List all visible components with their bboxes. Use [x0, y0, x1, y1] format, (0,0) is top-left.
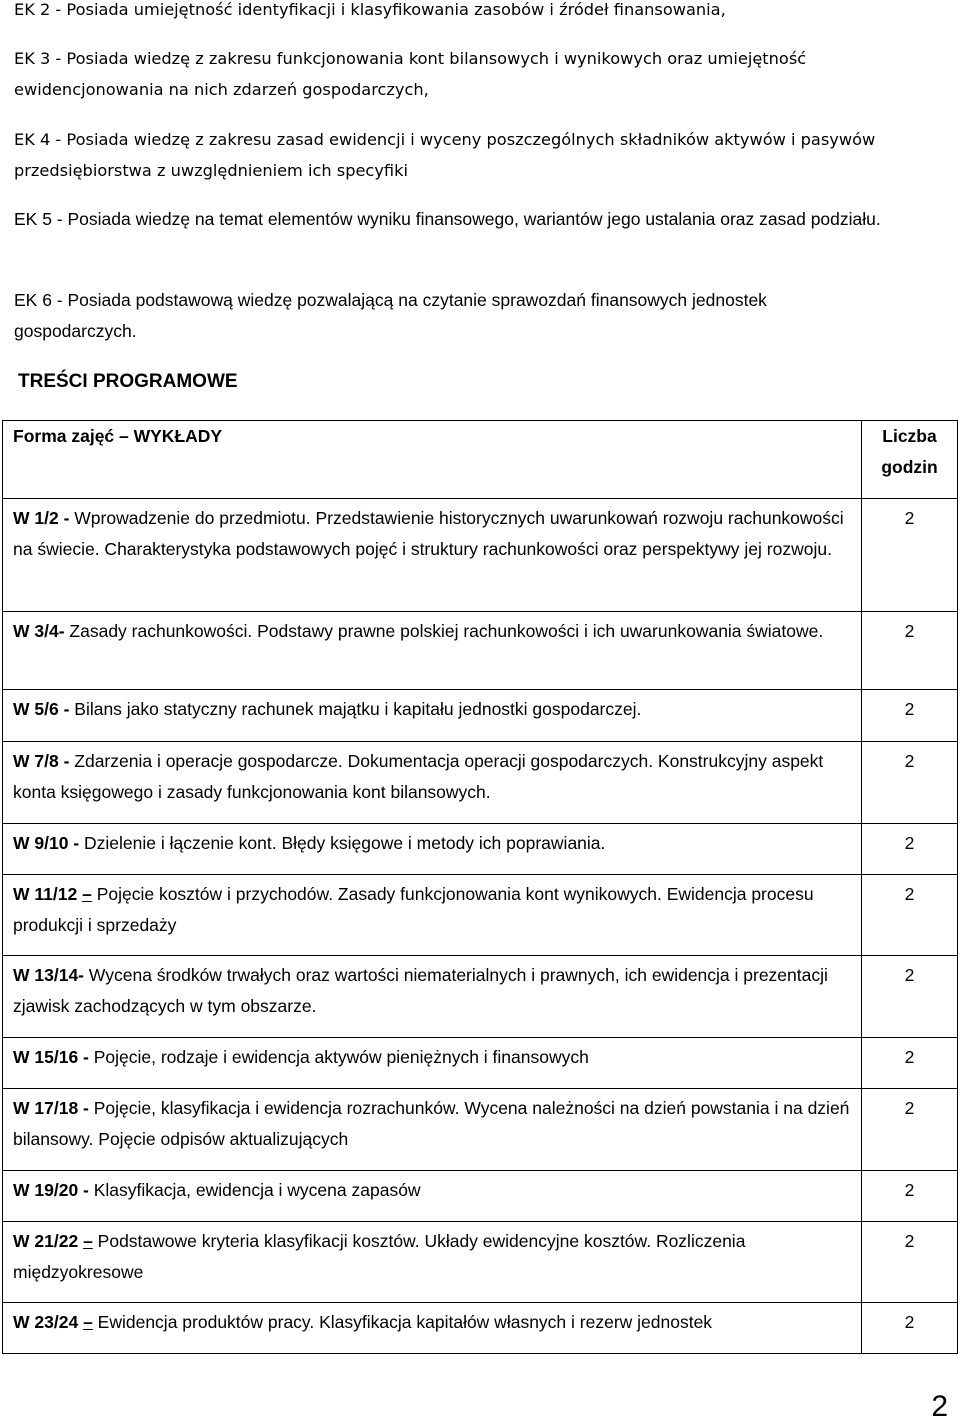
hours-cell: [862, 956, 958, 1038]
form-label: Forma zajęć – WYKŁADY: [13, 426, 223, 446]
hours-value: 2: [904, 833, 915, 853]
table-row: [3, 742, 958, 824]
lecture-code-dash: –: [82, 884, 92, 904]
learning-effect-ek6: EK 6 - Posiada podstawową wiedzę pozwalającą na czytanie sprawozdań finansowych jednostek gospodarczych.: [14, 290, 767, 341]
hours-cell: [862, 1303, 958, 1354]
lecture-topic: Klasyfikacja, ewidencja i wycena zapasów: [88, 1180, 421, 1200]
hours-label: Liczba godzin: [881, 426, 938, 477]
lecture-topic: Pojęcie, klasyfikacja i ewidencja rozrachunków. Wycena należności na dzień powstania i na dzień bilansowy. Pojęcie odpisów aktualizujących: [13, 1098, 850, 1149]
hours-value: 2: [904, 1180, 915, 1200]
learning-effect-ek5: EK 5 - Posiada wiedzę na temat elementów wyniku finansowego, wariantów jego ustalania oraz zasad podziału.: [14, 209, 881, 229]
lecture-topic: Podstawowe kryteria klasyfikacji kosztów. Układy ewidencyjne kosztów. Rozliczenia międzyokresowe: [13, 1231, 746, 1282]
hours-value: 2: [904, 699, 915, 719]
table-row: [3, 956, 958, 1038]
topic-cell: [3, 956, 862, 1038]
hours-value: 2: [904, 1047, 915, 1067]
lecture-code: W 7/8 -: [13, 751, 70, 771]
table-row: [3, 1038, 958, 1089]
lecture-code-dash: –: [83, 1231, 93, 1251]
lecture-code: W 15/16 -: [13, 1047, 89, 1067]
lecture-code-dash: –: [83, 1312, 93, 1332]
table-header-row: [3, 421, 958, 499]
topic-cell: [3, 1222, 862, 1303]
hours-value: 2: [904, 1231, 915, 1251]
lecture-code: W 3/4-: [13, 621, 65, 641]
topic-cell: [3, 742, 862, 824]
lecture-topic: Zasady rachunkowości. Podstawy prawne polskiej rachunkowości i ich uwarunkowania światowe.: [64, 621, 824, 641]
hours-cell: [862, 1038, 958, 1089]
hours-value: 2: [904, 1098, 915, 1118]
table-row: [3, 1303, 958, 1354]
section-title: TREŚCI PROGRAMOWE: [18, 371, 238, 392]
form-header-cell: [3, 421, 862, 499]
lecture-topic: Pojęcie, rodzaje i ewidencja aktywów pieniężnych i finansowych: [88, 1047, 589, 1067]
table-row: [3, 1222, 958, 1303]
table-row: [3, 690, 958, 742]
table-row: [3, 875, 958, 956]
hours-value: 2: [904, 751, 915, 771]
table-row: [3, 499, 958, 612]
lecture-code: W 13/14-: [13, 965, 84, 985]
lecture-code: W 21/22: [13, 1231, 79, 1251]
hours-cell: [862, 1171, 958, 1222]
hours-cell: [862, 824, 958, 875]
learning-effect-ek3: EK 3 - Posiada wiedzę z zakresu funkcjonowania kont bilansowych i wynikowych oraz umiejętność ewidencjonowania na nich zdarzeń gospodarczych,: [14, 49, 807, 99]
table-row: [3, 612, 958, 690]
topic-cell: [3, 1038, 862, 1089]
lecture-code: W 19/20 -: [13, 1180, 89, 1200]
hours-cell: [862, 612, 958, 690]
page-number: 2: [931, 1390, 948, 1423]
learning-effect-ek2: EK 2 - Posiada umiejętność identyfikacji i klasyfikowania zasobów i źródeł finansowania,: [14, 0, 726, 19]
topic-cell: [3, 499, 862, 612]
lecture-topic: Zdarzenia i operacje gospodarcze. Dokumentacja operacji gospodarczych. Konstrukcyjny aspekt konta księgowego i zasady funkcjonowania kont bilansowych.: [13, 751, 824, 802]
program-content-table: [2, 420, 958, 1354]
hours-cell: [862, 499, 958, 612]
lecture-topic: Bilans jako statyczny rachunek majątku i kapitału jednostki gospodarczej.: [69, 699, 642, 719]
lecture-topic: Dzielenie i łączenie kont. Błędy księgowe i metody ich poprawiania.: [79, 833, 606, 853]
table-row: [3, 824, 958, 875]
lecture-topic: Wycena środków trwałych oraz wartości niematerialnych i prawnych, ich ewidencja i prezentacji zjawisk zachodzących w tym obszarze.: [13, 965, 828, 1016]
hours-header-cell: [862, 421, 958, 499]
hours-value: 2: [904, 621, 915, 641]
lecture-topic: Pojęcie kosztów i przychodów. Zasady funkcjonowania kont wynikowych. Ewidencja procesu produkcji i sprzedaży: [13, 884, 814, 935]
lecture-topic: Wprowadzenie do przedmiotu. Przedstawienie historycznych uwarunkowań rozwoju rachunkowości na świecie. Charakterystyka podstawowych pojęć i struktury rachunkowości oraz perspektywy jej rozwoju.: [13, 508, 844, 559]
lecture-topic: Ewidencja produktów pracy. Klasyfikacja kapitałów własnych i rezerw jednostek: [92, 1312, 713, 1332]
hours-cell: [862, 742, 958, 824]
lecture-code: W 17/18 -: [13, 1098, 89, 1118]
lecture-code: W 9/10 -: [13, 833, 80, 853]
hours-cell: [862, 690, 958, 742]
hours-value: 2: [904, 508, 915, 528]
learning-effect-ek4: EK 4 - Posiada wiedzę z zakresu zasad ewidencji i wyceny poszczególnych składników aktywów i pasywów przedsiębiorstwa z uwzględnieniem ich specyfiki: [14, 130, 876, 180]
topic-cell: [3, 1303, 862, 1354]
lecture-code: W 1/2 -: [13, 508, 70, 528]
hours-value: 2: [904, 884, 915, 904]
table-row: [3, 1171, 958, 1222]
lecture-code: W 5/6 -: [13, 699, 70, 719]
topic-cell: [3, 612, 862, 690]
hours-cell: [862, 1089, 958, 1171]
topic-cell: [3, 690, 862, 742]
topic-cell: [3, 1171, 862, 1222]
table-row: [3, 1089, 958, 1171]
hours-value: 2: [904, 1312, 915, 1332]
topic-cell: [3, 1089, 862, 1171]
hours-cell: [862, 1222, 958, 1303]
lecture-code: W 23/24: [13, 1312, 79, 1332]
hours-value: 2: [904, 965, 915, 985]
topic-cell: [3, 824, 862, 875]
hours-cell: [862, 875, 958, 956]
topic-cell: [3, 875, 862, 956]
lecture-code: W 11/12: [13, 884, 78, 904]
